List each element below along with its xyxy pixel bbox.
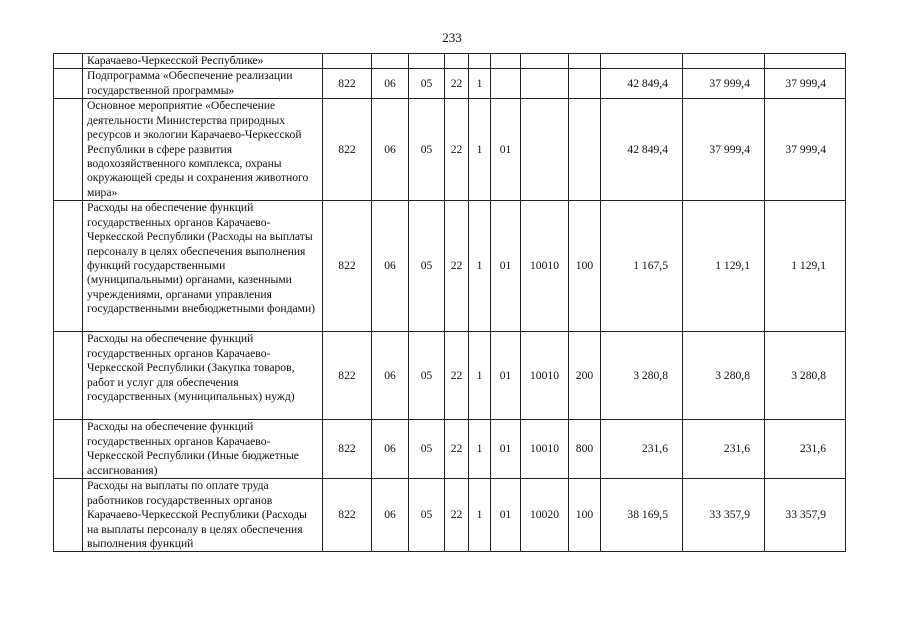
direction-cell (521, 99, 569, 201)
amount-3-cell: 33 357,9 (765, 479, 846, 552)
code-cell: 822 (323, 332, 372, 420)
page-number: 233 (442, 30, 462, 45)
subprogram-cell: 1 (469, 201, 491, 332)
program-cell: 22 (445, 332, 469, 420)
amount-3-cell: 3 280,8 (765, 332, 846, 420)
code-cell: 822 (323, 99, 372, 201)
direction-cell: 10010 (521, 332, 569, 420)
section-cell: 06 (372, 420, 409, 479)
program-cell: 22 (445, 201, 469, 332)
amount-2-cell: 1 129,1 (683, 201, 765, 332)
amount-2-cell: 231,6 (683, 420, 765, 479)
amount-1-cell: 38 169,5 (601, 479, 683, 552)
amount-1-cell: 3 280,8 (601, 332, 683, 420)
name-cell: Расходы на выплаты по оплате труда работников государственных органов Карачаево-Черкесской Республики (Расходы на выплаты персоналу в целях обеспечения выполнения функций (83, 479, 323, 552)
expense-type-cell: 100 (569, 479, 601, 552)
subsection-cell: 05 (409, 332, 445, 420)
event-cell: 01 (491, 332, 521, 420)
amount-3-cell: 37 999,4 (765, 99, 846, 201)
expense-type-cell (569, 54, 601, 69)
expense-type-cell (569, 69, 601, 99)
subsection-cell: 05 (409, 99, 445, 201)
subsection-cell (409, 54, 445, 69)
direction-cell (521, 54, 569, 69)
section-cell: 06 (372, 479, 409, 552)
direction-cell (521, 69, 569, 99)
table-row (54, 332, 846, 420)
table-row (54, 99, 846, 201)
amount-2-cell: 37 999,4 (683, 69, 765, 99)
name-cell: Расходы на обеспечение функций государственных органов Карачаево-Черкесской Республики (Иные бюджетные ассигнования) (83, 420, 323, 479)
amount-3-cell: 37 999,4 (765, 69, 846, 99)
subprogram-cell: 1 (469, 479, 491, 552)
event-cell: 01 (491, 99, 521, 201)
event-cell: 01 (491, 201, 521, 332)
event-cell: 01 (491, 420, 521, 479)
expense-type-cell (569, 99, 601, 201)
amount-1-cell: 1 167,5 (601, 201, 683, 332)
amount-2-cell: 3 280,8 (683, 332, 765, 420)
table-row (54, 201, 846, 332)
table-row (54, 54, 846, 69)
index-cell (54, 420, 83, 479)
section-cell: 06 (372, 332, 409, 420)
name-cell: Расходы на обеспечение функций государственных органов Карачаево-Черкесской Республики (Расходы на выплаты персоналу в целях обеспечения выполнения функций государственными (муниципальными) органами, казенными учреждениями, органами управления государственными внебюджетными фондами) (83, 201, 323, 332)
event-cell: 01 (491, 479, 521, 552)
amount-1-cell (601, 54, 683, 69)
subprogram-cell: 1 (469, 99, 491, 201)
code-cell (323, 54, 372, 69)
index-cell (54, 99, 83, 201)
amount-1-cell: 42 849,4 (601, 69, 683, 99)
direction-cell: 10010 (521, 420, 569, 479)
section-cell: 06 (372, 99, 409, 201)
subsection-cell: 05 (409, 479, 445, 552)
amount-3-cell: 1 129,1 (765, 201, 846, 332)
program-cell: 22 (445, 420, 469, 479)
expense-type-cell: 200 (569, 332, 601, 420)
direction-cell: 10010 (521, 201, 569, 332)
code-cell: 822 (323, 201, 372, 332)
index-cell (54, 479, 83, 552)
expense-type-cell: 100 (569, 201, 601, 332)
program-cell: 22 (445, 99, 469, 201)
amount-3-cell (765, 54, 846, 69)
subsection-cell: 05 (409, 69, 445, 99)
code-cell: 822 (323, 479, 372, 552)
subsection-cell: 05 (409, 420, 445, 479)
name-cell: Расходы на обеспечение функций государственных органов Карачаево-Черкесской Республики (Закупка товаров, работ и услуг для обеспечения государственных (муниципальных) нужд) (83, 332, 323, 420)
subprogram-cell: 1 (469, 332, 491, 420)
amount-2-cell: 33 357,9 (683, 479, 765, 552)
event-cell (491, 69, 521, 99)
code-cell: 822 (323, 69, 372, 99)
amount-3-cell: 231,6 (765, 420, 846, 479)
amount-2-cell: 37 999,4 (683, 99, 765, 201)
table-row (54, 479, 846, 552)
name-cell: Подпрограмма «Обеспечение реализации государственной программы» (83, 69, 323, 99)
subprogram-cell: 1 (469, 420, 491, 479)
amount-2-cell (683, 54, 765, 69)
program-cell: 22 (445, 69, 469, 99)
code-cell: 822 (323, 420, 372, 479)
index-cell (54, 201, 83, 332)
program-cell: 22 (445, 479, 469, 552)
index-cell (54, 332, 83, 420)
subprogram-cell: 1 (469, 69, 491, 99)
section-cell: 06 (372, 201, 409, 332)
name-cell: Основное мероприятие «Обеспечение деятельности Министерства природных ресурсов и экологии Карачаево-Черкесской Республики в сфере развития водохозяйственного комплекса, охраны окружающей среды и сохранения животного мира» (83, 99, 323, 201)
table-row (54, 420, 846, 479)
name-cell: Карачаево-Черкесской Республике» (83, 54, 323, 69)
program-cell (445, 54, 469, 69)
amount-1-cell: 231,6 (601, 420, 683, 479)
index-cell (54, 54, 83, 69)
index-cell (54, 69, 83, 99)
section-cell: 06 (372, 69, 409, 99)
direction-cell: 10020 (521, 479, 569, 552)
budget-table (53, 53, 846, 552)
event-cell (491, 54, 521, 69)
table-row (54, 69, 846, 99)
table-body (54, 54, 846, 552)
expense-type-cell: 800 (569, 420, 601, 479)
section-cell (372, 54, 409, 69)
subprogram-cell (469, 54, 491, 69)
amount-1-cell: 42 849,4 (601, 99, 683, 201)
subsection-cell: 05 (409, 201, 445, 332)
